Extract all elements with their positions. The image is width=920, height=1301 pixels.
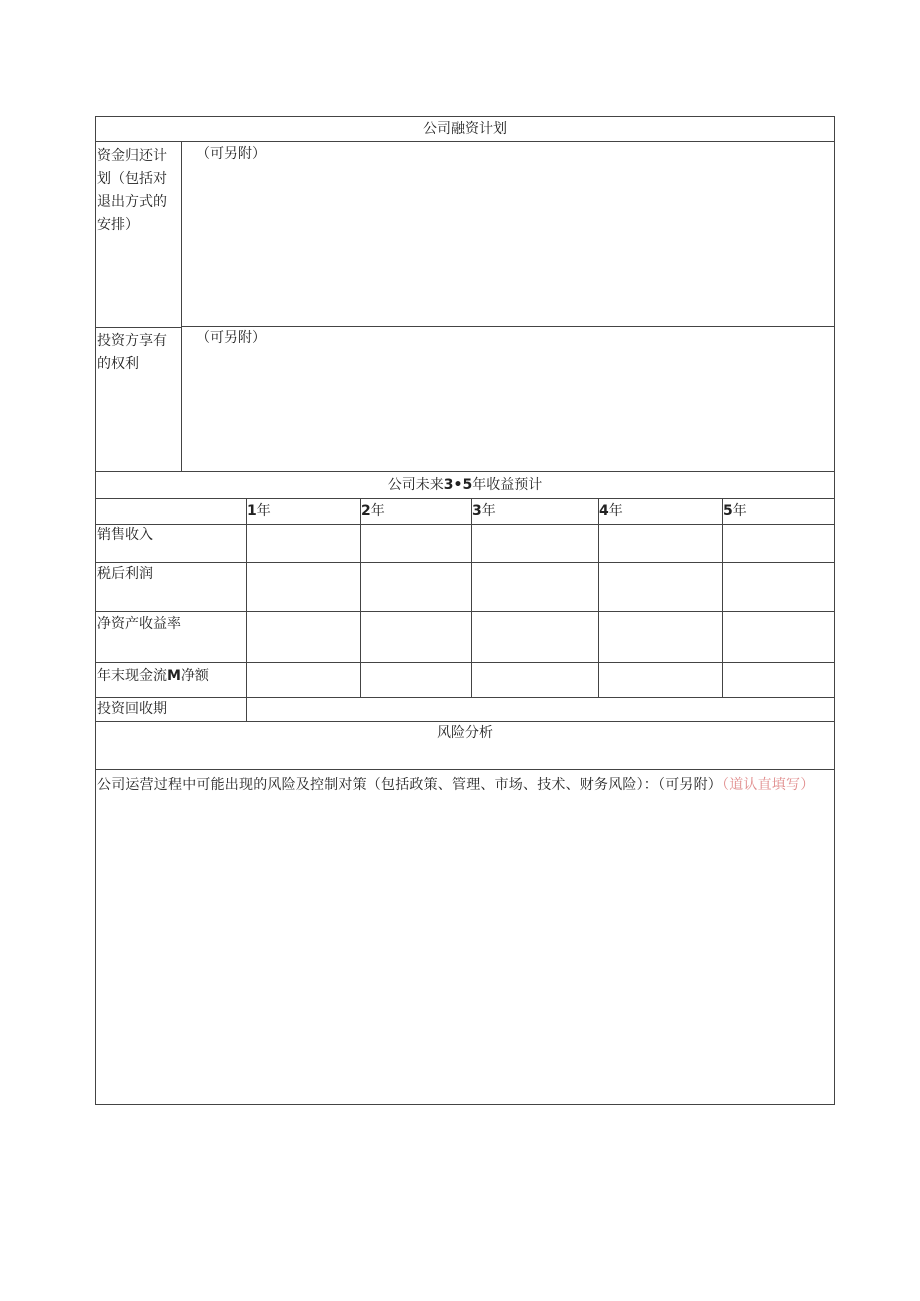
- row-divider: [96, 662, 834, 663]
- year-header-4: 4年: [599, 503, 623, 519]
- year-header-1: 1年: [247, 503, 271, 519]
- column-divider: [360, 498, 361, 697]
- row-divider: [96, 471, 834, 472]
- row-label-roe: 净资产收益率: [97, 616, 181, 632]
- row-divider: [96, 498, 834, 499]
- year-header-5: 5年: [723, 503, 747, 519]
- year-header-3: 3年: [472, 503, 496, 519]
- row-divider: [96, 697, 834, 698]
- row-divider: [96, 524, 834, 525]
- form-table: [95, 116, 835, 1105]
- forecast-title: 公司未来3•5年收益预计: [387, 477, 543, 493]
- row-divider: [96, 562, 834, 563]
- row-divider: [181, 326, 834, 327]
- column-divider: [722, 498, 723, 697]
- rights-label: 投资方享有的权利: [97, 333, 167, 372]
- row-label-cashflow: 年末现金流M净额: [97, 668, 209, 684]
- row-divider: [96, 611, 834, 612]
- column-divider: [598, 498, 599, 697]
- rights-value[interactable]: （可另附）: [196, 330, 266, 346]
- row-label-sales: 销售收入: [97, 527, 153, 543]
- row-label-payback: 投资回收期: [97, 701, 167, 717]
- risk-note: （道认直填写）: [722, 777, 815, 793]
- column-divider: [471, 498, 472, 697]
- row-divider: [96, 327, 182, 328]
- year-header-2: 2年: [361, 503, 385, 519]
- column-divider: [181, 141, 182, 471]
- row-label-profit: 税后利润: [97, 566, 153, 582]
- row-divider: [96, 769, 834, 770]
- repay-label: 资金归还计划（包括对退出方式的安排）: [97, 148, 167, 233]
- risk-title: 风险分析: [437, 725, 493, 741]
- risk-description[interactable]: 公司运营过程中可能出现的风险及控制对策（包括政策、管理、市场、技术、财务风险）：（可另附）（道认直填写）: [97, 777, 815, 793]
- row-divider: [96, 141, 834, 142]
- column-divider: [246, 498, 247, 721]
- financing-title: 公司融资计划: [423, 121, 507, 137]
- repay-value[interactable]: （可另附）: [196, 146, 266, 162]
